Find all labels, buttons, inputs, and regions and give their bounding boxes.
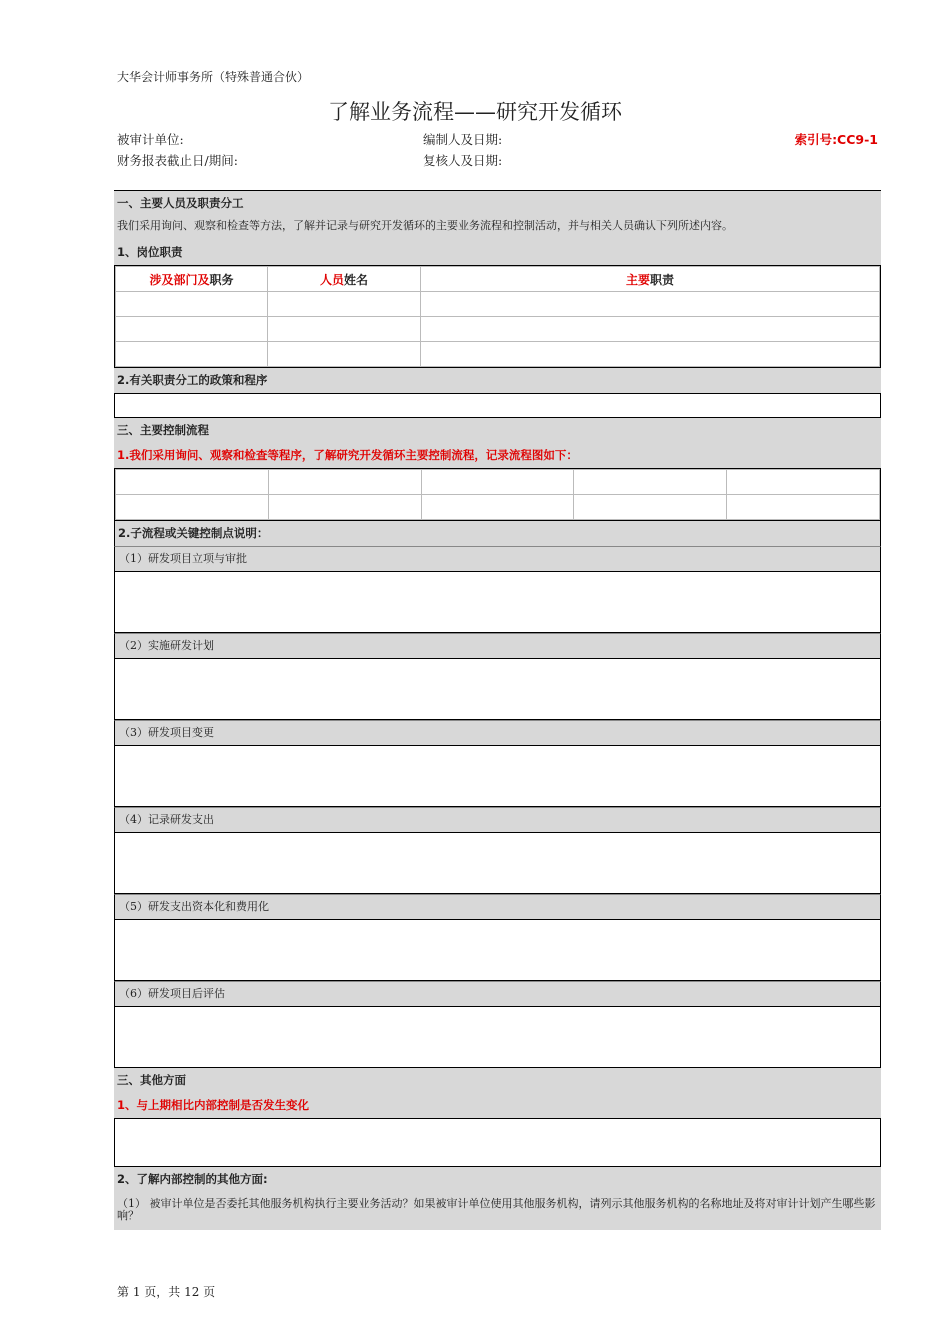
period-label: 财务报表截止日/期间: [117, 153, 238, 168]
subflow-3-label: （3）研发项目变更 [114, 720, 881, 745]
cell[interactable] [421, 317, 880, 342]
cell[interactable] [421, 495, 574, 520]
cell[interactable] [421, 292, 880, 317]
flow-table [114, 468, 881, 521]
table-row [116, 470, 880, 495]
cell[interactable] [421, 342, 880, 367]
cell[interactable] [268, 342, 421, 367]
flow-note: 1.我们采用询问、观察和检查等程序，了解研究开发循环主要控制流程，记录流程图如下： [114, 443, 881, 468]
preparer-label: 编制人及日期: [423, 132, 503, 147]
audited-unit-label: 被审计单位: [117, 132, 184, 147]
question-1: （1） 被审计单位是否委托其他服务机构执行主要业务活动？如果被审计单位使用其他服务机构，请列示其他服务机构的名称地址及将对审计计划产生哪些影响？ [114, 1192, 881, 1230]
subflow-2-box[interactable] [114, 658, 881, 720]
firm-name: 大华会计师事务所（特殊普通合伙） [117, 70, 310, 84]
change-answer-box[interactable] [114, 1118, 881, 1167]
change-question: 1、与上期相比内部控制是否发生变化 [114, 1093, 881, 1118]
section1-intro: 我们采用询问、观察和检查等方法，了解并记录与研究开发循环的主要业务流程和控制活动，并与相关人员确认下列所述内容。 [114, 215, 881, 240]
cell[interactable] [268, 292, 421, 317]
cell[interactable] [116, 317, 268, 342]
cell[interactable] [268, 317, 421, 342]
subflow-4-box[interactable] [114, 832, 881, 894]
subflow-1-box[interactable] [114, 571, 881, 633]
section3-title: 三、主要控制流程 [114, 418, 881, 443]
cell[interactable] [116, 342, 268, 367]
col-duty-header: 主要职责 [421, 267, 880, 292]
page-title: 了解业务流程——研究开发循环 [328, 100, 622, 124]
col-person-header: 人员姓名 [268, 267, 421, 292]
subflow-5-label: （5）研发支出资本化和费用化 [114, 894, 881, 919]
subflow-3-box[interactable] [114, 745, 881, 807]
cell[interactable] [574, 470, 727, 495]
page-footer: 第 1 页，共 12 页 [117, 1285, 216, 1299]
cell[interactable] [727, 470, 880, 495]
subflow-5-box[interactable] [114, 919, 881, 981]
cell[interactable] [116, 495, 269, 520]
subflow-2-label: （2）实施研发计划 [114, 633, 881, 658]
cell[interactable] [116, 470, 269, 495]
table-row [116, 317, 880, 342]
col-dept-header: 涉及部门及职务 [116, 267, 268, 292]
cell[interactable] [116, 292, 268, 317]
duties-title: 1、岗位职责 [114, 240, 881, 265]
cell[interactable] [727, 495, 880, 520]
cell[interactable] [421, 470, 574, 495]
subflow-4-label: （4）记录研发支出 [114, 807, 881, 832]
cell[interactable] [574, 495, 727, 520]
section1-title: 一、主要人员及职责分工 [114, 190, 881, 215]
worksheet [114, 190, 881, 1230]
reviewer-label: 复核人及日期: [423, 153, 503, 168]
index-number: 索引号:CC9-1 [794, 132, 878, 147]
cell[interactable] [268, 470, 421, 495]
table-row [116, 292, 880, 317]
policy-title: 2.有关职责分工的政策和程序 [114, 368, 881, 393]
subflow-6-label: （6）研发项目后评估 [114, 981, 881, 1006]
subflow-1-label: （1）研发项目立项与审批 [114, 546, 881, 571]
subflow-title: 2.子流程或关键控制点说明： [114, 521, 881, 546]
subflow-6-box[interactable] [114, 1006, 881, 1068]
policy-box[interactable] [114, 393, 881, 418]
cell[interactable] [268, 495, 421, 520]
table-row [116, 495, 880, 520]
duties-table [114, 265, 881, 368]
other-aspects-title: 2、了解内部控制的其他方面: [114, 1167, 881, 1192]
other-title: 三、其他方面 [114, 1068, 881, 1093]
table-row [116, 342, 880, 367]
